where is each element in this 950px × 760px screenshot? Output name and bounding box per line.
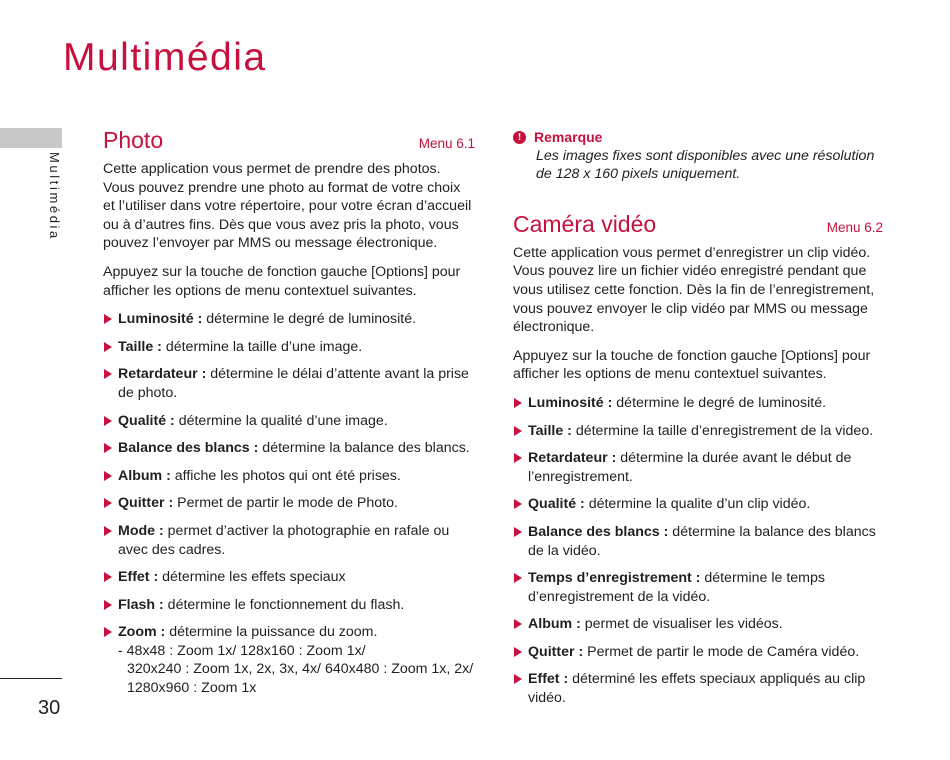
item-label: Retardateur :: [528, 450, 617, 467]
list-item: [103, 310, 475, 329]
bullet-triangle-icon: [104, 443, 112, 453]
item-text: détermine la taille d’enregistrement de la video.: [571, 422, 874, 439]
list-item: [513, 643, 883, 662]
item-text: affiche les photos qui ont été prises.: [170, 467, 401, 484]
item-text: permet d’activer la photographie en rafale ou avec des cadres.: [118, 522, 450, 558]
bullet-triangle-icon: [104, 498, 112, 508]
item-label: Taille :: [118, 338, 162, 355]
bullet-triangle-icon: [104, 314, 112, 324]
item-text: détermine le degré de luminosité.: [202, 311, 417, 328]
item-label: Quitter :: [528, 643, 584, 660]
bullet-triangle-icon: [104, 369, 112, 379]
item-label: Album :: [118, 467, 171, 484]
photo-intro: Cette application vous permet de prendre des photos. Vous pouvez prendre une photo au format de votre choix et l’utiliser dans votre répertoire, pour votre écran d’accueil ou à d’autres fins. Dès que vous avez pris la photo, vous pouvez l’envoyer par MMS ou message électronique.: [103, 161, 472, 252]
bullet-triangle-icon: [104, 342, 112, 352]
side-section-label: Multimédia: [47, 152, 62, 241]
list-item: [513, 569, 883, 606]
item-label: Balance des blancs :: [528, 523, 669, 540]
list-item: [513, 523, 883, 560]
video-section-header: [513, 210, 883, 238]
item-label: Effet :: [528, 671, 569, 688]
bullet-triangle-icon: [514, 398, 522, 408]
item-text: détermine le fonctionnement du flash.: [163, 596, 405, 613]
list-item: [103, 439, 475, 458]
exclamation-icon: !: [513, 131, 526, 144]
item-text: détermine les effets speciaux: [158, 569, 346, 586]
list-item: [513, 449, 883, 486]
photo-options-list: [103, 310, 475, 698]
page-title: Multimédia: [63, 36, 267, 79]
bullet-triangle-icon: [514, 499, 522, 509]
item-label: Zoom :: [118, 624, 166, 641]
list-item: [513, 670, 883, 707]
video-options-list: [513, 394, 883, 708]
item-label: Luminosité :: [528, 394, 613, 411]
list-item: [103, 412, 475, 431]
photo-options-intro: Appuyez sur la touche de fonction gauche [Options] pour afficher les options de menu contextuel suivantes.: [103, 263, 461, 299]
item-text: détermine la taille d’une image.: [161, 338, 363, 355]
note-header: [513, 128, 883, 147]
item-text: détermine le degré de luminosité.: [612, 394, 827, 411]
list-item: [103, 467, 475, 486]
bullet-triangle-icon: [514, 619, 522, 629]
item-text: détermine la qualite d’un clip vidéo.: [584, 496, 811, 513]
item-text: détermine la balance des blancs de la vidéo.: [528, 523, 876, 559]
bullet-triangle-icon: [104, 471, 112, 481]
note-title: Remarque: [534, 129, 603, 145]
item-label: Qualité :: [118, 412, 175, 429]
video-menu-ref: Menu 6.2: [826, 219, 883, 235]
item-label: Quitter :: [118, 495, 174, 512]
side-tab-bar: [0, 128, 62, 148]
list-item: [513, 615, 883, 634]
item-label: Effet :: [118, 569, 159, 586]
note-text: Les images fixes sont disponibles avec une résolution de 128 x 160 pixels uniquement.: [536, 147, 875, 183]
list-item: [103, 596, 475, 615]
note-box: [513, 128, 883, 184]
page-number: 30: [38, 697, 61, 719]
item-text: détermine le délai d’attente avant la prise de photo.: [118, 366, 469, 401]
item-label: Retardateur :: [118, 366, 207, 383]
item-text: détermine la qualité d’une image.: [174, 412, 388, 429]
item-text: détermine le temps d’enregistrement de la vidéo.: [528, 570, 825, 605]
zoom-list-item: [103, 623, 475, 697]
item-label: Taille :: [528, 422, 572, 439]
list-item: [103, 522, 475, 559]
video-section: [513, 210, 883, 708]
right-column: [513, 126, 883, 717]
bullet-triangle-icon: [514, 573, 522, 583]
zoom-detail-line-1: - 48x48 : Zoom 1x/ 128x160 : Zoom 1x/: [118, 642, 366, 659]
bullet-triangle-icon: [104, 572, 112, 582]
item-label: Album :: [528, 616, 581, 633]
item-text: détermine la balance des blancs.: [258, 440, 470, 457]
photo-section-header: [103, 126, 475, 154]
bullet-triangle-icon: [104, 627, 112, 637]
photo-menu-ref: Menu 6.1: [418, 136, 475, 151]
bullet-triangle-icon: [514, 527, 522, 537]
item-text: détermine la puissance du zoom.: [165, 624, 378, 641]
list-item: [513, 495, 883, 514]
item-text: Permet de partir le mode de Caméra vidéo.: [583, 643, 860, 660]
photo-section-title: Photo: [103, 127, 164, 153]
list-item: [513, 394, 883, 413]
zoom-detail-line-3: 1280x960 : Zoom 1x: [127, 680, 257, 697]
video-options-intro: Appuyez sur la touche de fonction gauche [Options] pour afficher les options de menu contextuel suivantes.: [513, 347, 871, 383]
bullet-triangle-icon: [514, 647, 522, 657]
item-label: Flash :: [118, 596, 164, 613]
bullet-triangle-icon: [514, 426, 522, 436]
item-label: Balance des blancs :: [118, 440, 259, 457]
zoom-detail-line-2: 320x240 : Zoom 1x, 2x, 3x, 4x/ 640x480 : Zoom 1x, 2x/: [127, 661, 474, 678]
bullet-triangle-icon: [514, 453, 522, 463]
video-intro: Cette application vous permet d’enregistrer un clip vidéo. Vous pouvez lire un fichier vidéo enregistré pendant que vous utilisez cette fonction. Dès la fin de l’enregistrement, vous pouvez envoyer le clip vidéo par MMS ou message électronique.: [513, 244, 875, 336]
bullet-triangle-icon: [104, 526, 112, 536]
item-text: permet de visualiser les vidéos.: [580, 616, 783, 633]
item-text: détermine la durée avant le début de l’enregistrement.: [528, 450, 852, 485]
bullet-triangle-icon: [104, 416, 112, 426]
bullet-triangle-icon: [104, 600, 112, 610]
item-label: Luminosité :: [118, 311, 203, 328]
left-column: [103, 126, 475, 707]
list-item: [103, 338, 475, 357]
item-label: Mode :: [118, 522, 164, 539]
item-label: Qualité :: [528, 496, 585, 513]
list-item: [103, 568, 475, 587]
list-item: [103, 494, 475, 513]
item-text: Permet de partir le mode de Photo.: [173, 495, 398, 512]
footer-rule: [0, 678, 62, 679]
item-text: déterminé les effets speciaux appliqués au clip vidéo.: [528, 671, 866, 707]
bullet-triangle-icon: [514, 674, 522, 684]
video-section-title: Caméra vidéo: [513, 210, 657, 237]
item-label: Temps d’enregistrement :: [528, 570, 701, 587]
list-item: [103, 365, 475, 402]
list-item: [513, 422, 883, 441]
